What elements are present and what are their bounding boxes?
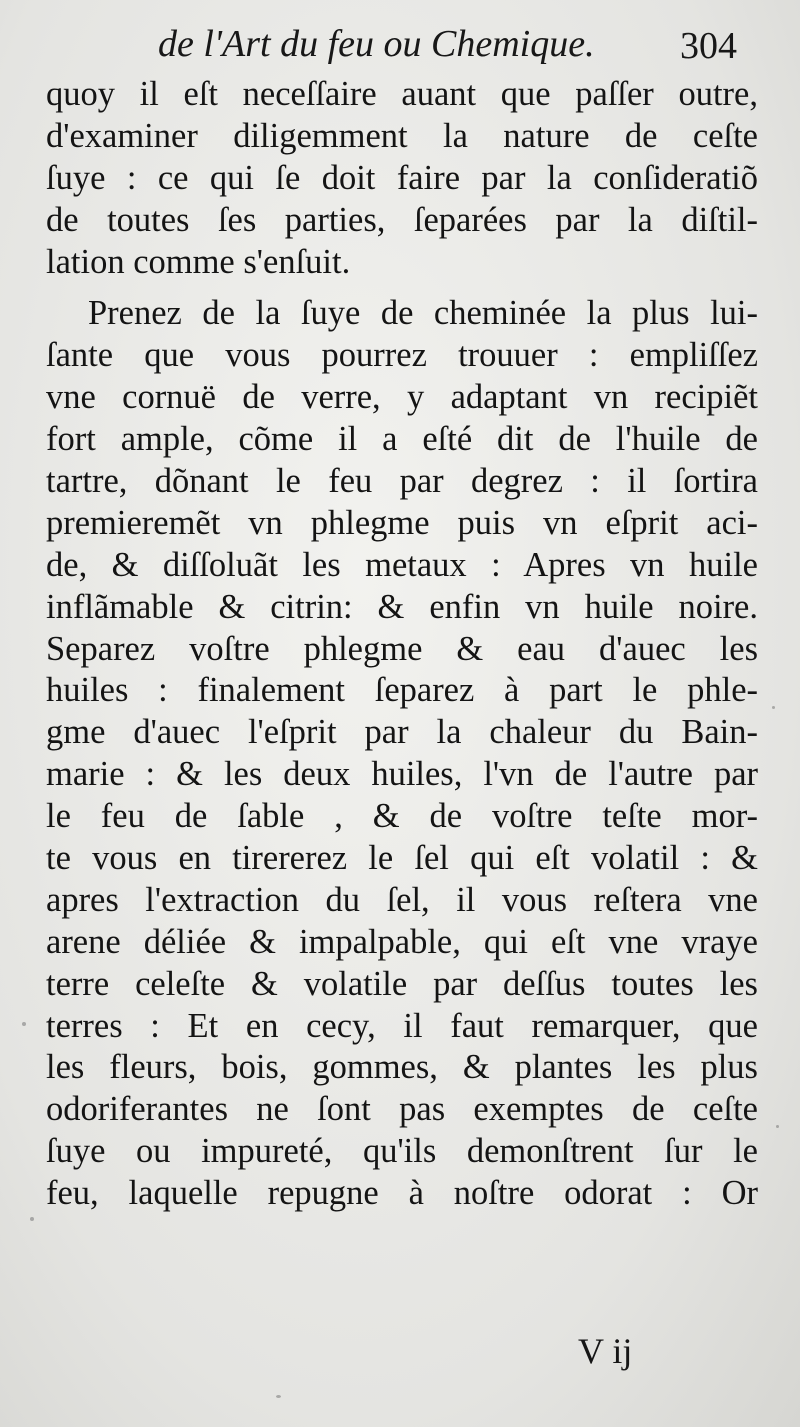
text-line: vne cornuë de verre, y adaptant vn recipiẽt — [46, 378, 758, 417]
paper-speck — [30, 1217, 34, 1221]
text-line: quoy il eſt neceſſaire auant que paſſer outre, — [46, 75, 758, 113]
text-line: ſuye ou impureté, qu'ils demonſtrent ſur le — [46, 1132, 758, 1171]
text-line: terres : Et en cecy, il faut remarquer, que — [46, 1006, 758, 1045]
running-title: de l'Art du feu ou Chemique. — [158, 23, 595, 65]
paragraph-1 — [46, 74, 758, 283]
text-line: arene déliée & impalpable, qui eſt vne vraye — [46, 922, 758, 961]
text-line: marie : & les deux huiles, l'vn de l'autre par — [46, 755, 758, 794]
text-line: Prenez de la ſuye de cheminée la plus lui- — [88, 294, 758, 333]
text-line: te vous en tirererez le ſel qui eſt volatil : & — [46, 839, 758, 878]
page-number: 304 — [680, 25, 737, 67]
text-line: ſante que vous pourrez trouuer : empliſſez — [46, 336, 758, 375]
page-header — [0, 18, 800, 70]
paper-speck — [776, 1125, 779, 1128]
text-line: gme d'auec l'eſprit par la chaleur du Bain- — [46, 713, 758, 752]
text-line: fort ample, cõme il a eſté dit de l'huile de — [46, 420, 758, 459]
text-line: d'examiner diligemment la nature de ceſte — [46, 116, 758, 155]
paper-speck — [772, 706, 775, 709]
text-line: le feu de ſable , & de voſtre teſte mor- — [46, 797, 758, 836]
text-line: huiles : finalement ſeparez à part le phle- — [46, 671, 758, 710]
text-line: de, & diſſoluãt les metaux : Apres vn huile — [46, 545, 758, 584]
text-line: inflãmable & citrin: & enfin vn huile noire. — [46, 587, 758, 626]
paragraph-break — [46, 283, 758, 293]
text-line: les fleurs, bois, gommes, & plantes les plus — [46, 1048, 758, 1087]
text-line: odoriferantes ne ſont pas exemptes de ceſte — [46, 1090, 758, 1129]
signature-mark: V ij — [578, 1331, 633, 1371]
text-line: premieremẽt vn phlegme puis vn eſprit aci- — [46, 503, 758, 542]
paper-speck — [276, 1395, 281, 1398]
text-line: lation comme s'enſuit. — [46, 242, 351, 281]
paragraph-2 — [46, 293, 758, 1215]
text-line: Separez voſtre phlegme & eau d'auec les — [46, 629, 758, 668]
text-line: terre celeſte & volatile par deſſus toutes les — [46, 964, 758, 1003]
body-text — [46, 74, 758, 1215]
text-line: apres l'extraction du ſel, il vous reſtera vne — [46, 880, 758, 919]
text-line: de toutes ſes parties, ſeparées par la diſtil- — [46, 200, 758, 239]
text-line: tartre, dõnant le feu par degrez : il ſortira — [46, 462, 758, 501]
text-line: ſuye : ce qui ſe doit faire par la conſideratiõ — [46, 158, 758, 197]
text-line: feu, laquelle repugne à noſtre odorat : Or — [46, 1174, 758, 1213]
paper-speck — [22, 1022, 26, 1026]
